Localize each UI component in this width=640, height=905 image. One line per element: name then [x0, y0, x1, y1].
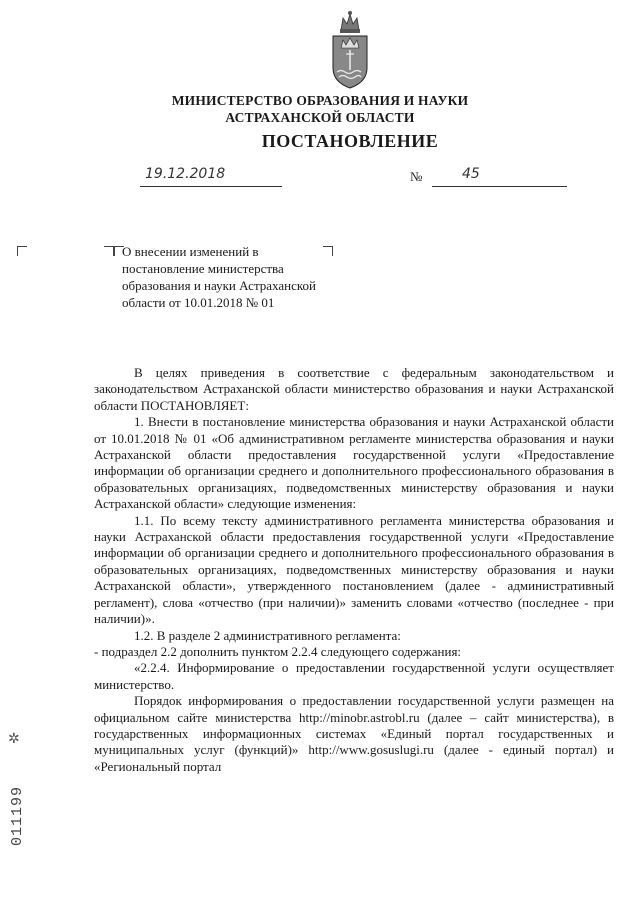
number-label: № [410, 169, 423, 184]
body-paragraph: «2.2.4. Информирование о предоставлении государственной услуги осуществляет министерство. [94, 660, 614, 692]
document-number: 45 [462, 166, 480, 182]
document-body [94, 365, 614, 775]
subject-line-3: образования и науки Астраханской [122, 278, 317, 293]
body-paragraph: В целях приведения в соответствие с федеральным законодательством и законодательством Астраханской области министерство образования и науки Астраханской области ПОСТАНОВЛЯЕТ: [94, 365, 614, 413]
svg-text:011199: 011199 [9, 785, 26, 846]
body-paragraph: Порядок информирования о предоставлении государственной услуги размещен на официальном сайте министерства http://minobr.astrobl.ru (далее – сайт министерства), в государственных информационных системах «Единый портал государственных и муниципальных услуг (функций)» http://www.gosuslugi.ru (далее - единый портал) и «Региональный портал [94, 693, 614, 774]
margin-corner-mark [17, 246, 27, 256]
ministry-name-line2: АСТРАХАНСКОЙ ОБЛАСТИ [225, 110, 415, 125]
coat-of-arms-icon [327, 8, 373, 90]
snowflake-mark-icon: ✲ [8, 732, 20, 747]
ministry-name-line1: МИНИСТЕРСТВО ОБРАЗОВАНИЯ И НАУКИ [171, 93, 469, 108]
body-paragraph: - подраздел 2.2 дополнить пунктом 2.2.4 следующего содержания: [94, 643, 462, 659]
document-date: 19.12.2018 [145, 166, 226, 182]
number-underline [432, 185, 567, 187]
date-underline [140, 185, 282, 187]
document-type-title: ПОСТАНОВЛЕНИЕ [261, 131, 439, 151]
body-paragraph: 1.1. По всему тексту административного регламента министерства образования и науки Астраханской области предоставления государственной услуги «Предоставление информации об организации среднего и дополнительного профессионального образования в образовательных организациях, подведомственных министерству образования и науки Астраханской области», утвержденного постановлением (далее - административный регламент), слова «отчество (при наличии)» заменить словами «отчество (последнее - при наличии)». [94, 512, 614, 627]
subject-line-2: постановление министерства [122, 261, 284, 276]
subject-line-1: О внесении изменений в [122, 244, 259, 259]
body-paragraph: 1.2. В разделе 2 административного регламента: [134, 627, 401, 643]
subject-corner-left-a [104, 246, 114, 256]
subject-line-4: области от 10.01.2018 № 01 [122, 295, 275, 310]
serial-number [2, 768, 28, 848]
body-paragraph: 1. Внести в постановление министерства образования и науки Астраханской области от 10.01.2018 № 01 «Об административном регламенте министерства образования и науки Астраханской области предоставления государственной услуги «Предоставление информации об организации среднего и дополнительного профессионального образования в образовательных организациях, подведомственных министерству образования и науки Астраханской области» следующие изменения: [94, 414, 614, 512]
